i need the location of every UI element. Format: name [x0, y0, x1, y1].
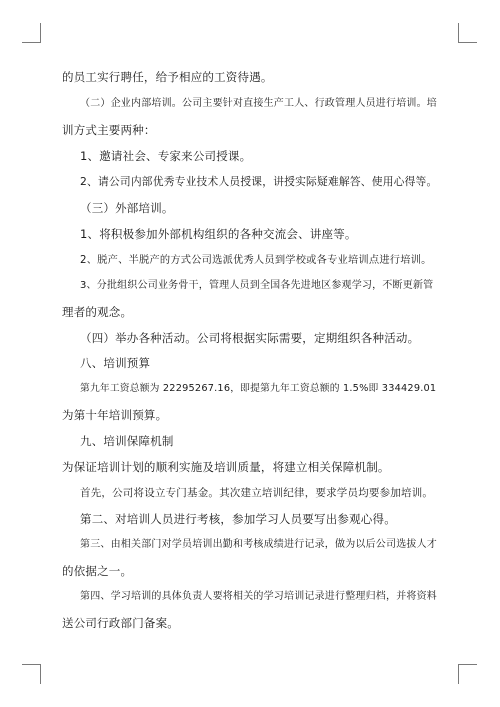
crop-mark-top-right	[458, 23, 459, 43]
crop-mark-bottom-right	[458, 664, 459, 684]
text-line: 送公司行政部门备案。	[62, 616, 179, 630]
text-line: 2、脱产、半脱产的方式公司选派优秀人员到学校或各专业培训点进行培训。	[80, 254, 432, 266]
text-line: 第二、对培训人员进行考核，参加学习人员要写出参观心得。	[80, 512, 396, 526]
crop-mark-top-left	[40, 23, 41, 43]
text-line: 理者的观念。	[62, 305, 133, 319]
text-line: 第三、由相关部门对学员培训出勤和考核成绩进行记录，做为以后公司选拔人才	[80, 539, 437, 550]
text-line: 1、将积极参加外部机构组织的各种交流会、讲座等。	[80, 227, 357, 241]
crop-mark-top-left	[22, 42, 41, 43]
text-line: 的员工实行聘任，给予相应的工资待遇。	[62, 70, 273, 84]
crop-mark-top-right	[458, 42, 477, 43]
section-heading: 九、培训保障机制	[80, 434, 174, 448]
text-line: 训方式主要两种：	[62, 123, 156, 137]
section-heading: 八、培训预算	[80, 356, 151, 370]
text-line: 的依据之一。	[62, 564, 133, 578]
text-line: 为第十年培训预算。	[62, 408, 168, 422]
text-line: 3、分批组织公司业务骨干，管理人员到全国各先进地区参观学习，不断更新管	[80, 280, 434, 291]
text-line: 为保证培训计划的顺利实施及培训质量，将建立相关保障机制。	[62, 460, 390, 474]
text-line: （四）举办各种活动。公司将根据实际需要，定期组织各种活动。	[80, 331, 420, 345]
text-line: 第四、学习培训的具体负责人要将相关的学习培训记录进行整理归档，并将资料	[80, 591, 437, 602]
text-line: （三）外部培训。	[80, 201, 174, 215]
text-line: 第九年工资总额为 22295267.16，即提第九年工资总额的 1.5%即 334429.01	[80, 383, 437, 394]
text-line: 1、邀请社会、专家来公司授课。	[80, 149, 252, 163]
text-line: 2、请公司内部优秀专业技术人员授课，讲授实际疑难解答、使用心得等。	[80, 175, 438, 188]
crop-mark-bottom-right	[458, 664, 477, 665]
crop-mark-bottom-left	[40, 664, 41, 684]
text-line: （二）企业内部培训。公司主要针对直接生产工人、行政管理人员进行培训。培	[80, 98, 437, 109]
text-line: 首先，公司将设立专门基金。其次建立培训纪律，要求学员均要参加培训。	[80, 487, 434, 499]
crop-mark-bottom-left	[22, 664, 41, 665]
